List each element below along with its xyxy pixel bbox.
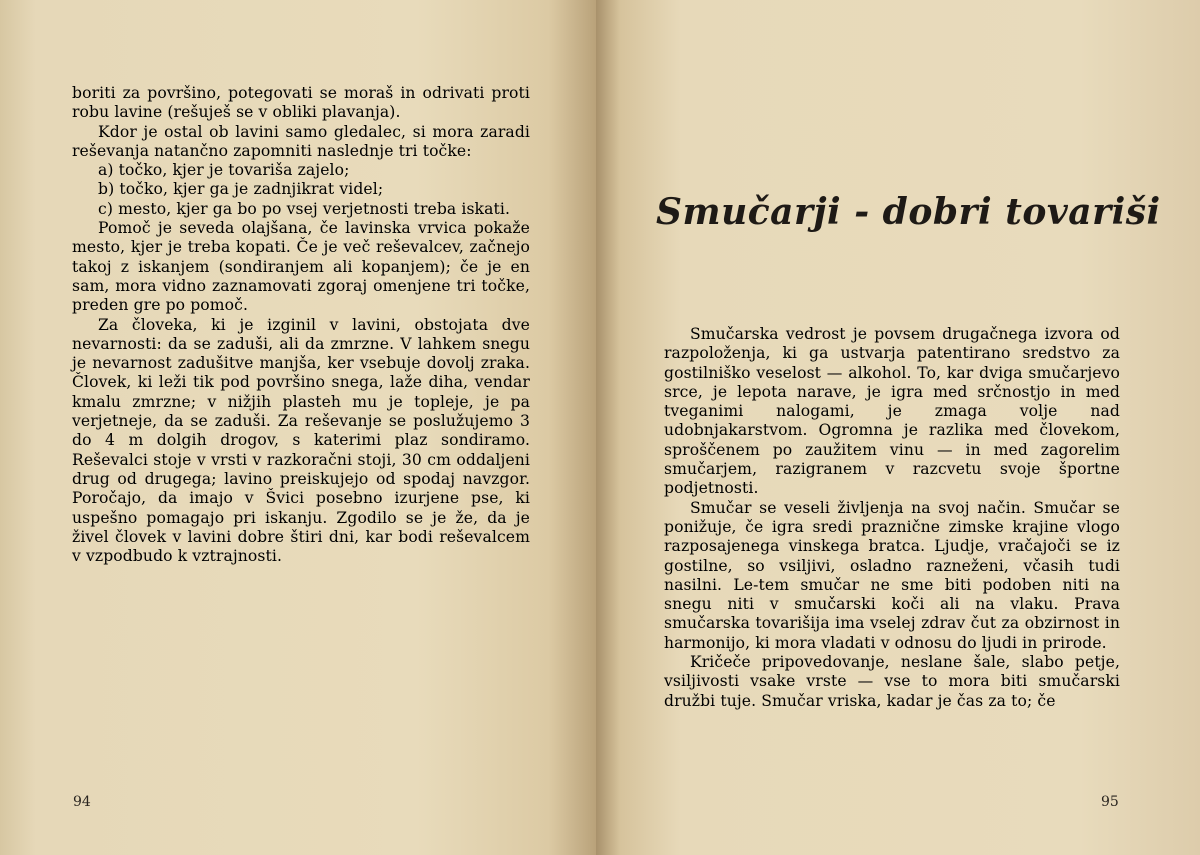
paragraph: boriti za površino, potegovati se moraš in odrivati proti robu lavine (rešuješ se v obliki plavanja). [72, 84, 530, 122]
left-page-text [72, 84, 530, 566]
list-item: c) mesto, kjer ga bo po vsej verjetnosti treba iskati. [98, 199, 511, 218]
paragraph: Smučarska vedrost je povsem drugačnega izvora od razpoloženja, ki ga ustvarja patentirano sredstvo za gostilniško veselost — alkohol. To, kar dviga smučarjevo srce, je lepota narave, je igra med srčnostjo in med tveganimi nalogami, je zmaga volje nad udobnjakarstvom. Ogromna je razlika med človekom, sproščenem po zaužitem vinu — in med zagorelim smučarjem, razigranem v razcvetu svoje športne podjetnosti. [664, 325, 1120, 498]
page-number-right: 95 [1101, 794, 1119, 810]
paragraph: Smučar se veseli življenja na svoj način. Smučar se ponižuje, če igra sredi praznične zimske krajine vlogo razposajenega vinskega bratca. Ljudje, vračajoči se iz gostilne, so vsiljivi, osladno razneženi, včasih tudi nasilni. Le-tem smučar ne sme biti podoben niti na snegu niti v smučarski koči ali na vlaku. Prava smučarska tovarišija ima vselej zdrav čut za obzirnost in harmonijo, ki mora vladati v odnosu do ljudi in prirode. [664, 498, 1120, 652]
right-page-text [664, 325, 1120, 711]
list-item: a) točko, kjer je tovariša zajelo; [98, 161, 350, 180]
paragraph: Kdor je ostal ob lavini samo gledalec, si mora zaradi reševanja natančno zapomniti naslednje tri točke: [72, 122, 530, 160]
paragraph: Pomoč je seveda olajšana, če lavinska vrvica pokaže mesto, kjer je treba kopati. Če je več reševalcev, začnejo takoj z iskanjem (sondiranjem ali kopanjem); če je en sam, mora vidno zaznamovati zgoraj omenjene tri točke, preden gre po pomoč. [72, 219, 530, 315]
page-number-left: 94 [73, 794, 91, 810]
paragraph: Kričeče pripovedovanje, neslane šale, slabo petje, vsiljivosti vsake vrste — vse to mora biti smučarski družbi tuje. Smučar vriska, kadar je čas za to; če [664, 653, 1120, 710]
chapter-title: Smučarji - dobri tovariši [656, 191, 1161, 233]
list-item: b) točko, kjer ga je zadnjikrat videl; [98, 180, 384, 199]
paragraph: Za človeka, ki je izginil v lavini, obstojata dve nevarnosti: da se zaduši, ali da zmrzne. V lahkem snegu je nevarnost zadušitve manjša, ker vsebuje dovolj zraka. Človek, ki leži tik pod površino snega, laže diha, vendar kmalu zmrzne; v nižjih plasteh mu je topleje, je pa verjetneje, da se zaduši. Za reševanje se poslužujemo 3 do 4 m dolgih drogov, s katerimi plaz sondiramo. Reševalci stoje v vrsti v razkoračni stoji, 30 cm oddaljeni drug od drugega; lavino preiskujejo od spodaj navzgor. Poročajo, da imajo v Švici posebno izurjene pse, ki uspešno pomagajo pri iskanju. Zgodilo se je že, da je živel človek v lavini dobre štiri dni, kar bodi reševalcem v vzpodbudo k vztrajnosti. [72, 315, 530, 566]
